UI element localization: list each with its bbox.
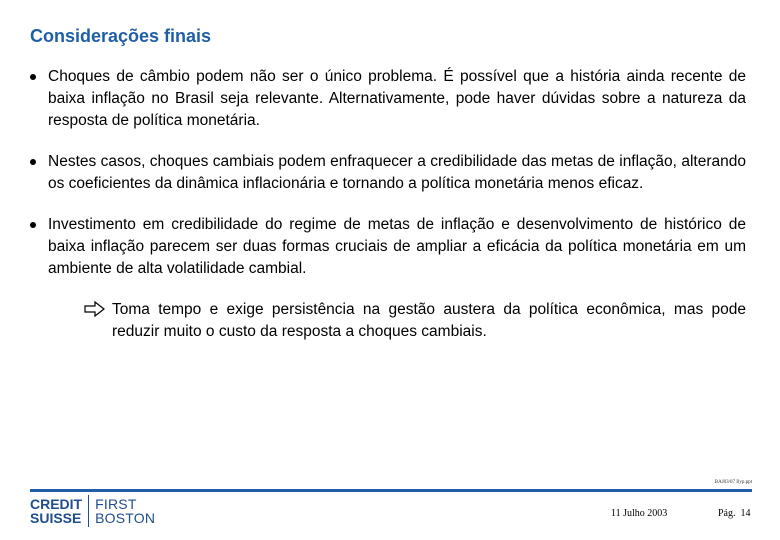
logo-separator: [88, 495, 89, 527]
logo-credit-text: CREDIT: [30, 496, 83, 512]
bullet-dot-icon: [30, 74, 36, 80]
logo-right-block: [95, 495, 155, 527]
logo-first-text: FIRST: [95, 496, 137, 512]
hollow-arrow-icon: [84, 301, 106, 317]
bullet-item: [30, 151, 746, 195]
bullet-item: [30, 214, 746, 280]
bullet-dot-icon: [30, 159, 36, 165]
logo-left-block: [30, 495, 82, 527]
page-number: [718, 508, 751, 519]
file-code: BAJ03/07 Ilyp.ppt: [714, 480, 752, 485]
logo-suisse-text: SUISSE: [30, 510, 82, 526]
bullet-item: [30, 66, 746, 132]
bullet-text: Choques de câmbio podem não ser o único problema. É possível que a história ainda recente de baixa inflação no Brasil seja relevante. Alternativamente, pode haver dúvidas sobre a natureza da resposta de política monetária.: [48, 68, 746, 129]
bullet-dot-icon: [30, 222, 36, 228]
bullet-text: Nestes casos, choques cambiais podem enfraquecer a credibilidade das metas de inflação, alterando os coeficientes da dinâmica inflacionária e tornando a política monetária menos eficaz.: [48, 153, 746, 192]
footer-rule: [30, 489, 752, 492]
bullet-text: Investimento em credibilidade do regime de metas de inflação e desenvolvimento de histórico de baixa inflação parecem ser duas formas cruciais de ampliar a eficácia da política monetária em um ambiente de alta volatilidade cambial.: [48, 216, 746, 277]
page-number-value: 14: [740, 508, 751, 519]
page-label: Pág.: [718, 508, 736, 519]
sub-bullet-text: Toma tempo e exige persistência na gestão austera da política econômica, mas pode reduzir muito o custo da resposta a choques cambiais.: [112, 301, 746, 340]
logo-boston-text: BOSTON: [95, 510, 156, 526]
credit-suisse-first-boston-logo: [30, 495, 155, 527]
footer-date: 11 Julho 2003: [611, 508, 668, 519]
sub-bullet-item: [84, 299, 746, 343]
page-title: Considerações finais: [30, 26, 212, 46]
bullet-list: [30, 66, 746, 343]
